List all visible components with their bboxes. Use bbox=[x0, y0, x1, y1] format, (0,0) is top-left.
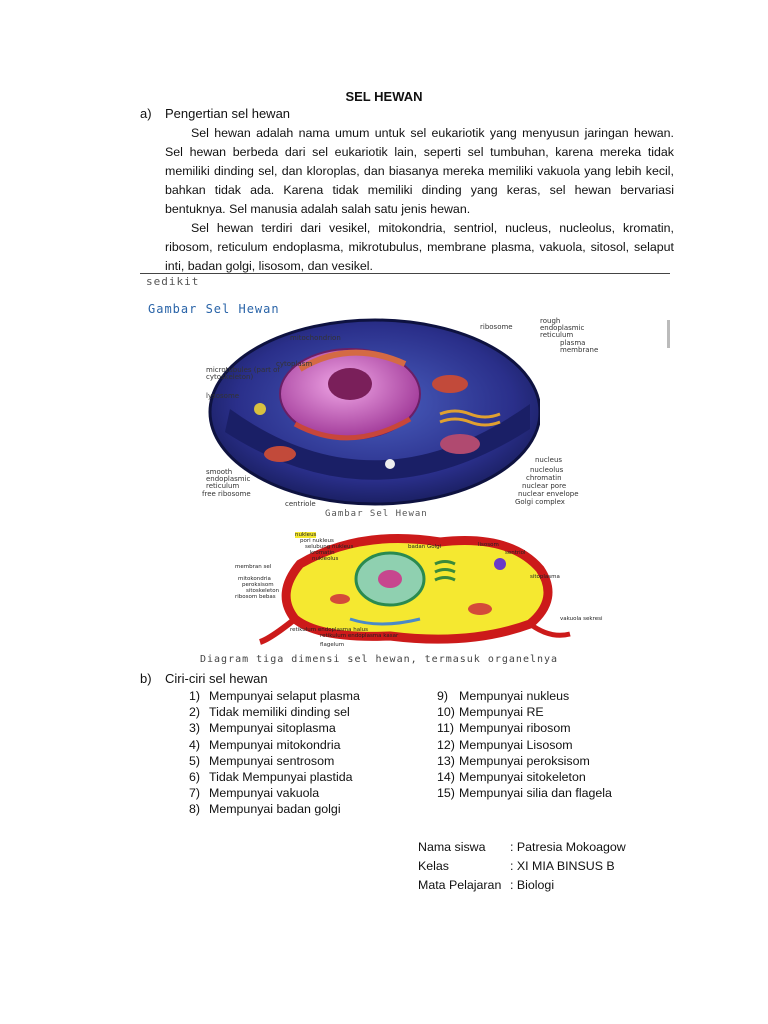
label-nukleus: nukleus bbox=[295, 532, 317, 538]
paragraph-definition bbox=[165, 124, 674, 219]
label-selubung-nukleus: selubung nukleus bbox=[305, 544, 354, 550]
list-item: 15) Mempunyai silia dan flagela bbox=[437, 786, 612, 801]
section-b-marker: b) bbox=[140, 671, 152, 686]
label-badan-golgi: badan Golgi bbox=[408, 544, 442, 550]
paragraph-components-text: Sel hewan terdiri dari vesikel, mitokondria, sentriol, nucleus, nucleolus, kromatin, ribosom, reticulum endoplasma, mikrotubulus, membrane plasma, vakuola, sitosol, selaput inti, badan golgi, lisosom, dan vesikel. bbox=[165, 221, 674, 273]
traits-list-right bbox=[437, 688, 612, 801]
label-sitoskeleton: sitoskeleton bbox=[246, 588, 280, 594]
label-nuclear-envelope: nuclear envelope bbox=[518, 490, 579, 498]
list-item: 1) Mempunyai selaput plasma bbox=[188, 689, 360, 703]
label-kromatin: kromatin bbox=[310, 550, 335, 556]
section-a-heading: Pengertian sel hewan bbox=[165, 106, 291, 121]
label-ribosome: ribosome bbox=[480, 323, 513, 331]
list-item: 11) Mempunyai ribosom bbox=[437, 721, 571, 736]
section-b-heading: Ciri-ciri sel hewan bbox=[165, 671, 268, 686]
label-smooth-er: smooth endoplasmic reticulum bbox=[206, 468, 251, 490]
paragraph-definition-text: Sel hewan adalah nama umum untuk sel eukariotik yang menyusun jaringan hewan. Sel hewan berbeda dari sel eukariotik lain, seperti sel tumbuhan, karena mereka tidak memiliki dinding sel, dan kloroplas, dan biasanya mereka memiliki vakuola yang lebih kecil, bahkan tidak ada. Karena tidak memiliki dinding yang keras, sel hewan bervariasi bentuknya. Sel manusia adalah salah satu jenis hewan. bbox=[165, 126, 674, 216]
info-row-subject: Mata Pelajaran : Biologi bbox=[418, 878, 555, 892]
list-item: 4) Mempunyai mitokondria bbox=[188, 737, 341, 752]
label-sitoplasma: sitoplasma bbox=[530, 574, 560, 580]
paragraph-components bbox=[165, 219, 674, 276]
traits-list-left bbox=[178, 688, 360, 818]
list-item: 2) Tidak memiliki dinding sel bbox=[188, 705, 350, 720]
list-item: 6) Tidak Mempunyai plastida bbox=[188, 770, 353, 785]
label-cytoplasm: cytoplasm bbox=[276, 360, 313, 368]
label-mitokondria: mitokondria bbox=[238, 576, 271, 582]
label-sentriol: sentriol bbox=[505, 550, 526, 556]
label-peroksisom: peroksisom bbox=[242, 582, 274, 588]
label-chromatin: chromatin bbox=[526, 474, 562, 482]
figure-heading: Gambar Sel Hewan bbox=[148, 302, 280, 316]
list-item: 10) Mempunyai RE bbox=[437, 705, 544, 720]
label-re-kasar: retikulum endoplasma kasar bbox=[320, 633, 399, 639]
label-flagelum: flagelum bbox=[320, 642, 345, 648]
label-nuclear-pore: nuclear pore bbox=[522, 482, 567, 490]
label-nukleolus: nukleolus bbox=[312, 556, 339, 562]
cell-figure bbox=[140, 273, 670, 667]
list-item: 14) Mempunyai sitokeleton bbox=[437, 770, 586, 785]
label-lisosom: lisosom bbox=[478, 542, 499, 548]
label-centriole: centriole bbox=[285, 500, 316, 508]
label-plasma-membrane: plasma membrane bbox=[560, 339, 599, 354]
list-item: 12) Mempunyai Lisosom bbox=[437, 737, 573, 752]
label-nucleolus: nucleolus bbox=[530, 466, 564, 474]
label-microtubules: microtubules (part of cytoskeleton) bbox=[206, 366, 280, 381]
list-item: 7) Mempunyai vakuola bbox=[188, 786, 320, 801]
list-item: 5) Mempunyai sentrosom bbox=[188, 753, 335, 768]
label-free-ribosome: free ribosome bbox=[202, 490, 251, 498]
figure-scroll-indicator bbox=[667, 320, 670, 348]
info-row-class: Kelas : XI MIA BINSUS B bbox=[418, 859, 615, 873]
label-lysosome: lysosome bbox=[206, 392, 240, 400]
label-pori-nukleus: pori nukleus bbox=[300, 538, 334, 544]
label-re-halus: retikulum endoplasma halus bbox=[290, 627, 369, 633]
label-golgi-complex: Golgi complex bbox=[515, 498, 565, 506]
list-item: 13) Mempunyai peroksisom bbox=[437, 753, 590, 768]
list-item: 9) Mempunyai nukleus bbox=[437, 689, 570, 703]
figure-bottom-caption: Diagram tiga dimensi sel hewan, termasuk organelnya bbox=[200, 654, 559, 665]
info-row-name: Nama siswa : Patresia Mokoagow bbox=[418, 840, 626, 854]
student-info bbox=[418, 838, 626, 895]
label-rough-er: rough endoplasmic reticulum bbox=[540, 317, 585, 339]
label-membran-sel: membran sel bbox=[235, 564, 272, 570]
section-a-marker: a) bbox=[140, 106, 152, 121]
figure-mid-caption: Gambar Sel Hewan bbox=[325, 509, 428, 519]
label-mitochondrion: mitochondrion bbox=[290, 334, 341, 342]
label-nucleus: nucleus bbox=[535, 456, 563, 464]
figure-top-caption: sedikit bbox=[146, 275, 200, 288]
list-item: 3) Mempunyai sitoplasma bbox=[188, 721, 336, 736]
label-vakuola-sekresi: vakuola sekresi bbox=[560, 616, 603, 622]
label-ribosom-bebas: ribosom bebas bbox=[235, 594, 276, 600]
list-item: 8) Mempunyai badan golgi bbox=[188, 802, 341, 817]
page-title: SEL HEWAN bbox=[345, 89, 423, 104]
